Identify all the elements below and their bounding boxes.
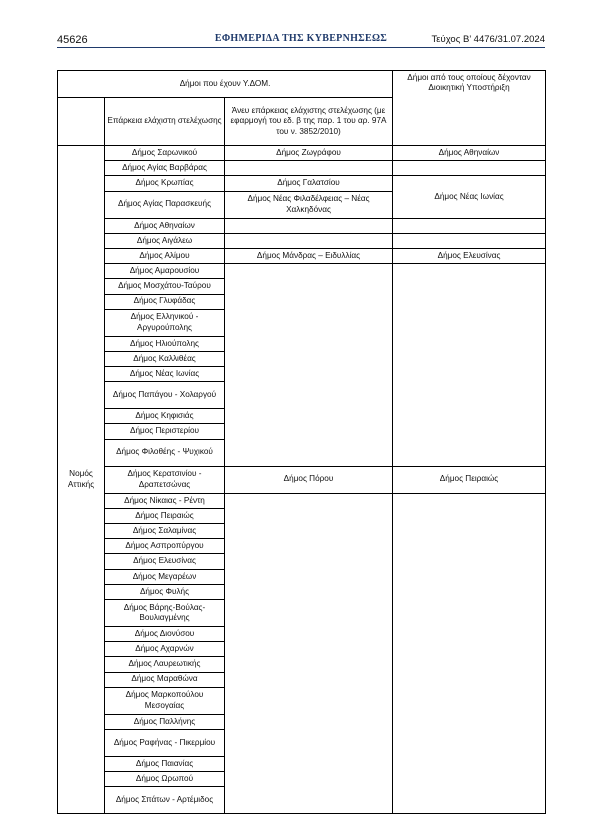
- support-cell: [393, 233, 546, 248]
- sufficient-cell: Δήμος Σπάτων - Αρτέμιδος: [105, 787, 225, 814]
- sufficient-cell: Δήμος Σαλαμίνας: [105, 524, 225, 539]
- sufficient-cell: Δήμος Παιανίας: [105, 756, 225, 771]
- sufficient-cell: Δήμος Παλλήνης: [105, 714, 225, 729]
- table-row: [58, 233, 546, 248]
- insufficient-cell: [225, 233, 393, 248]
- support-cell: [393, 493, 546, 814]
- sufficient-cell: Δήμος Μεγαρέων: [105, 569, 225, 584]
- sufficient-cell: Δήμος Αγίας Βαρβάρας: [105, 161, 225, 176]
- insufficient-cell: [225, 264, 393, 467]
- sufficient-cell: Δήμος Αγίας Παρασκευής: [105, 191, 225, 218]
- support-cell: [393, 218, 546, 233]
- sufficient-cell: Δήμος Κερατσινίου - Δραπετσώνας: [105, 466, 225, 493]
- support-cell: [393, 264, 546, 467]
- sufficient-cell: Δήμος Διονύσου: [105, 626, 225, 641]
- header-cell-empty: [58, 98, 105, 146]
- table-row: [58, 146, 546, 161]
- support-cell: Δήμος Πειραιώς: [393, 466, 546, 493]
- sufficient-cell: Δήμος Νίκαιας - Ρέντη: [105, 493, 225, 508]
- sufficient-cell: Δήμος Περιστερίου: [105, 424, 225, 439]
- sufficient-cell: Δήμος Αιγάλεω: [105, 233, 225, 248]
- gazette-masthead: ΕΦΗΜΕΡΙΔΑ ΤΗΣ ΚΥΒΕΡΝΗΣΕΩΣ: [214, 33, 388, 44]
- table-row: [58, 264, 546, 279]
- table-row: [58, 218, 546, 233]
- support-cell: [393, 161, 546, 176]
- table-row: [58, 161, 546, 176]
- insufficient-cell: [225, 218, 393, 233]
- sufficient-cell: Δήμος Πειραιώς: [105, 508, 225, 523]
- sufficient-cell: Δήμος Γλυφάδας: [105, 294, 225, 309]
- region-cell: Νομός Αττικής: [58, 146, 105, 814]
- page-number: 45626: [57, 34, 88, 46]
- header-cell-sufficient: Επάρκεια ελάχιστη στελέχωσης: [105, 98, 225, 146]
- insufficient-cell: Δήμος Ζωγράφου: [225, 146, 393, 161]
- sufficient-cell: Δήμος Μαρκοπούλου Μεσογαίας: [105, 687, 225, 714]
- insufficient-cell: [225, 161, 393, 176]
- header-divider: [57, 47, 545, 48]
- sufficient-cell: Δήμος Αμαρουσίου: [105, 264, 225, 279]
- header-row-1: [58, 71, 546, 98]
- support-cell: Δήμος Αθηναίων: [393, 146, 546, 161]
- insufficient-cell: Δήμος Γαλατσίου: [225, 176, 393, 191]
- table-row: [58, 493, 546, 508]
- table-row: [58, 176, 546, 191]
- sufficient-cell: Δήμος Κηφισιάς: [105, 409, 225, 424]
- header-cell-insufficient: Άνευ επάρκειας ελάχιστης στελέχωσης (με εφαρμογή του εδ. β της παρ. 1 του αρ. 97Α του ν. 3852/2010): [225, 98, 393, 146]
- insufficient-cell: Δήμος Μάνδρας – Ειδυλλίας: [225, 248, 393, 263]
- sufficient-cell: Δήμος Ασπροπύργου: [105, 539, 225, 554]
- sufficient-cell: Δήμος Μαραθώνα: [105, 672, 225, 687]
- sufficient-cell: Δήμος Φυλής: [105, 584, 225, 599]
- issue-number: Τεύχος Β’ 4476/31.07.2024: [431, 34, 545, 45]
- sufficient-cell: Δήμος Ωρωπού: [105, 772, 225, 787]
- sufficient-cell: Δήμος Ραφήνας - Πικερμίου: [105, 729, 225, 756]
- municipalities-table: [57, 70, 546, 814]
- page-header: [57, 31, 545, 47]
- sufficient-cell: Δήμος Βάρης-Βούλας-Βουλιαγμένης: [105, 599, 225, 626]
- insufficient-cell: [225, 493, 393, 814]
- header-cell-support: Δήμοι από τους οποίους δέχονταν Διοικητική Υποστήριξη: [393, 71, 546, 146]
- sufficient-cell: Δήμος Ηλιούπολης: [105, 336, 225, 351]
- sufficient-cell: Δήμος Ελληνικού - Αργυρούπολης: [105, 309, 225, 336]
- insufficient-cell: Δήμος Πόρου: [225, 466, 393, 493]
- sufficient-cell: Δήμος Λαυρεωτικής: [105, 657, 225, 672]
- table-row: [58, 248, 546, 263]
- sufficient-cell: Δήμος Νέας Ιωνίας: [105, 367, 225, 382]
- sufficient-cell: Δήμος Φιλοθέης - Ψυχικού: [105, 439, 225, 466]
- sufficient-cell: Δήμος Ελευσίνας: [105, 554, 225, 569]
- insufficient-cell: Δήμος Νέας Φιλαδέλφειας – Νέας Χαλκηδόνας: [225, 191, 393, 218]
- header-cell-main: Δήμοι που έχουν Υ.ΔΟΜ.: [58, 71, 393, 98]
- sufficient-cell: Δήμος Μοσχάτου-Ταύρου: [105, 279, 225, 294]
- table-row: [58, 466, 546, 493]
- sufficient-cell: Δήμος Αλίμου: [105, 248, 225, 263]
- sufficient-cell: Δήμος Κρωπίας: [105, 176, 225, 191]
- support-cell: Δήμος Ελευσίνας: [393, 248, 546, 263]
- sufficient-cell: Δήμος Παπάγου - Χολαργού: [105, 382, 225, 409]
- sufficient-cell: Δήμος Αχαρνών: [105, 642, 225, 657]
- sufficient-cell: Δήμος Καλλιθέας: [105, 351, 225, 366]
- sufficient-cell: Δήμος Αθηναίων: [105, 218, 225, 233]
- sufficient-cell: Δήμος Σαρωνικού: [105, 146, 225, 161]
- support-cell: Δήμος Νέας Ιωνίας: [393, 176, 546, 218]
